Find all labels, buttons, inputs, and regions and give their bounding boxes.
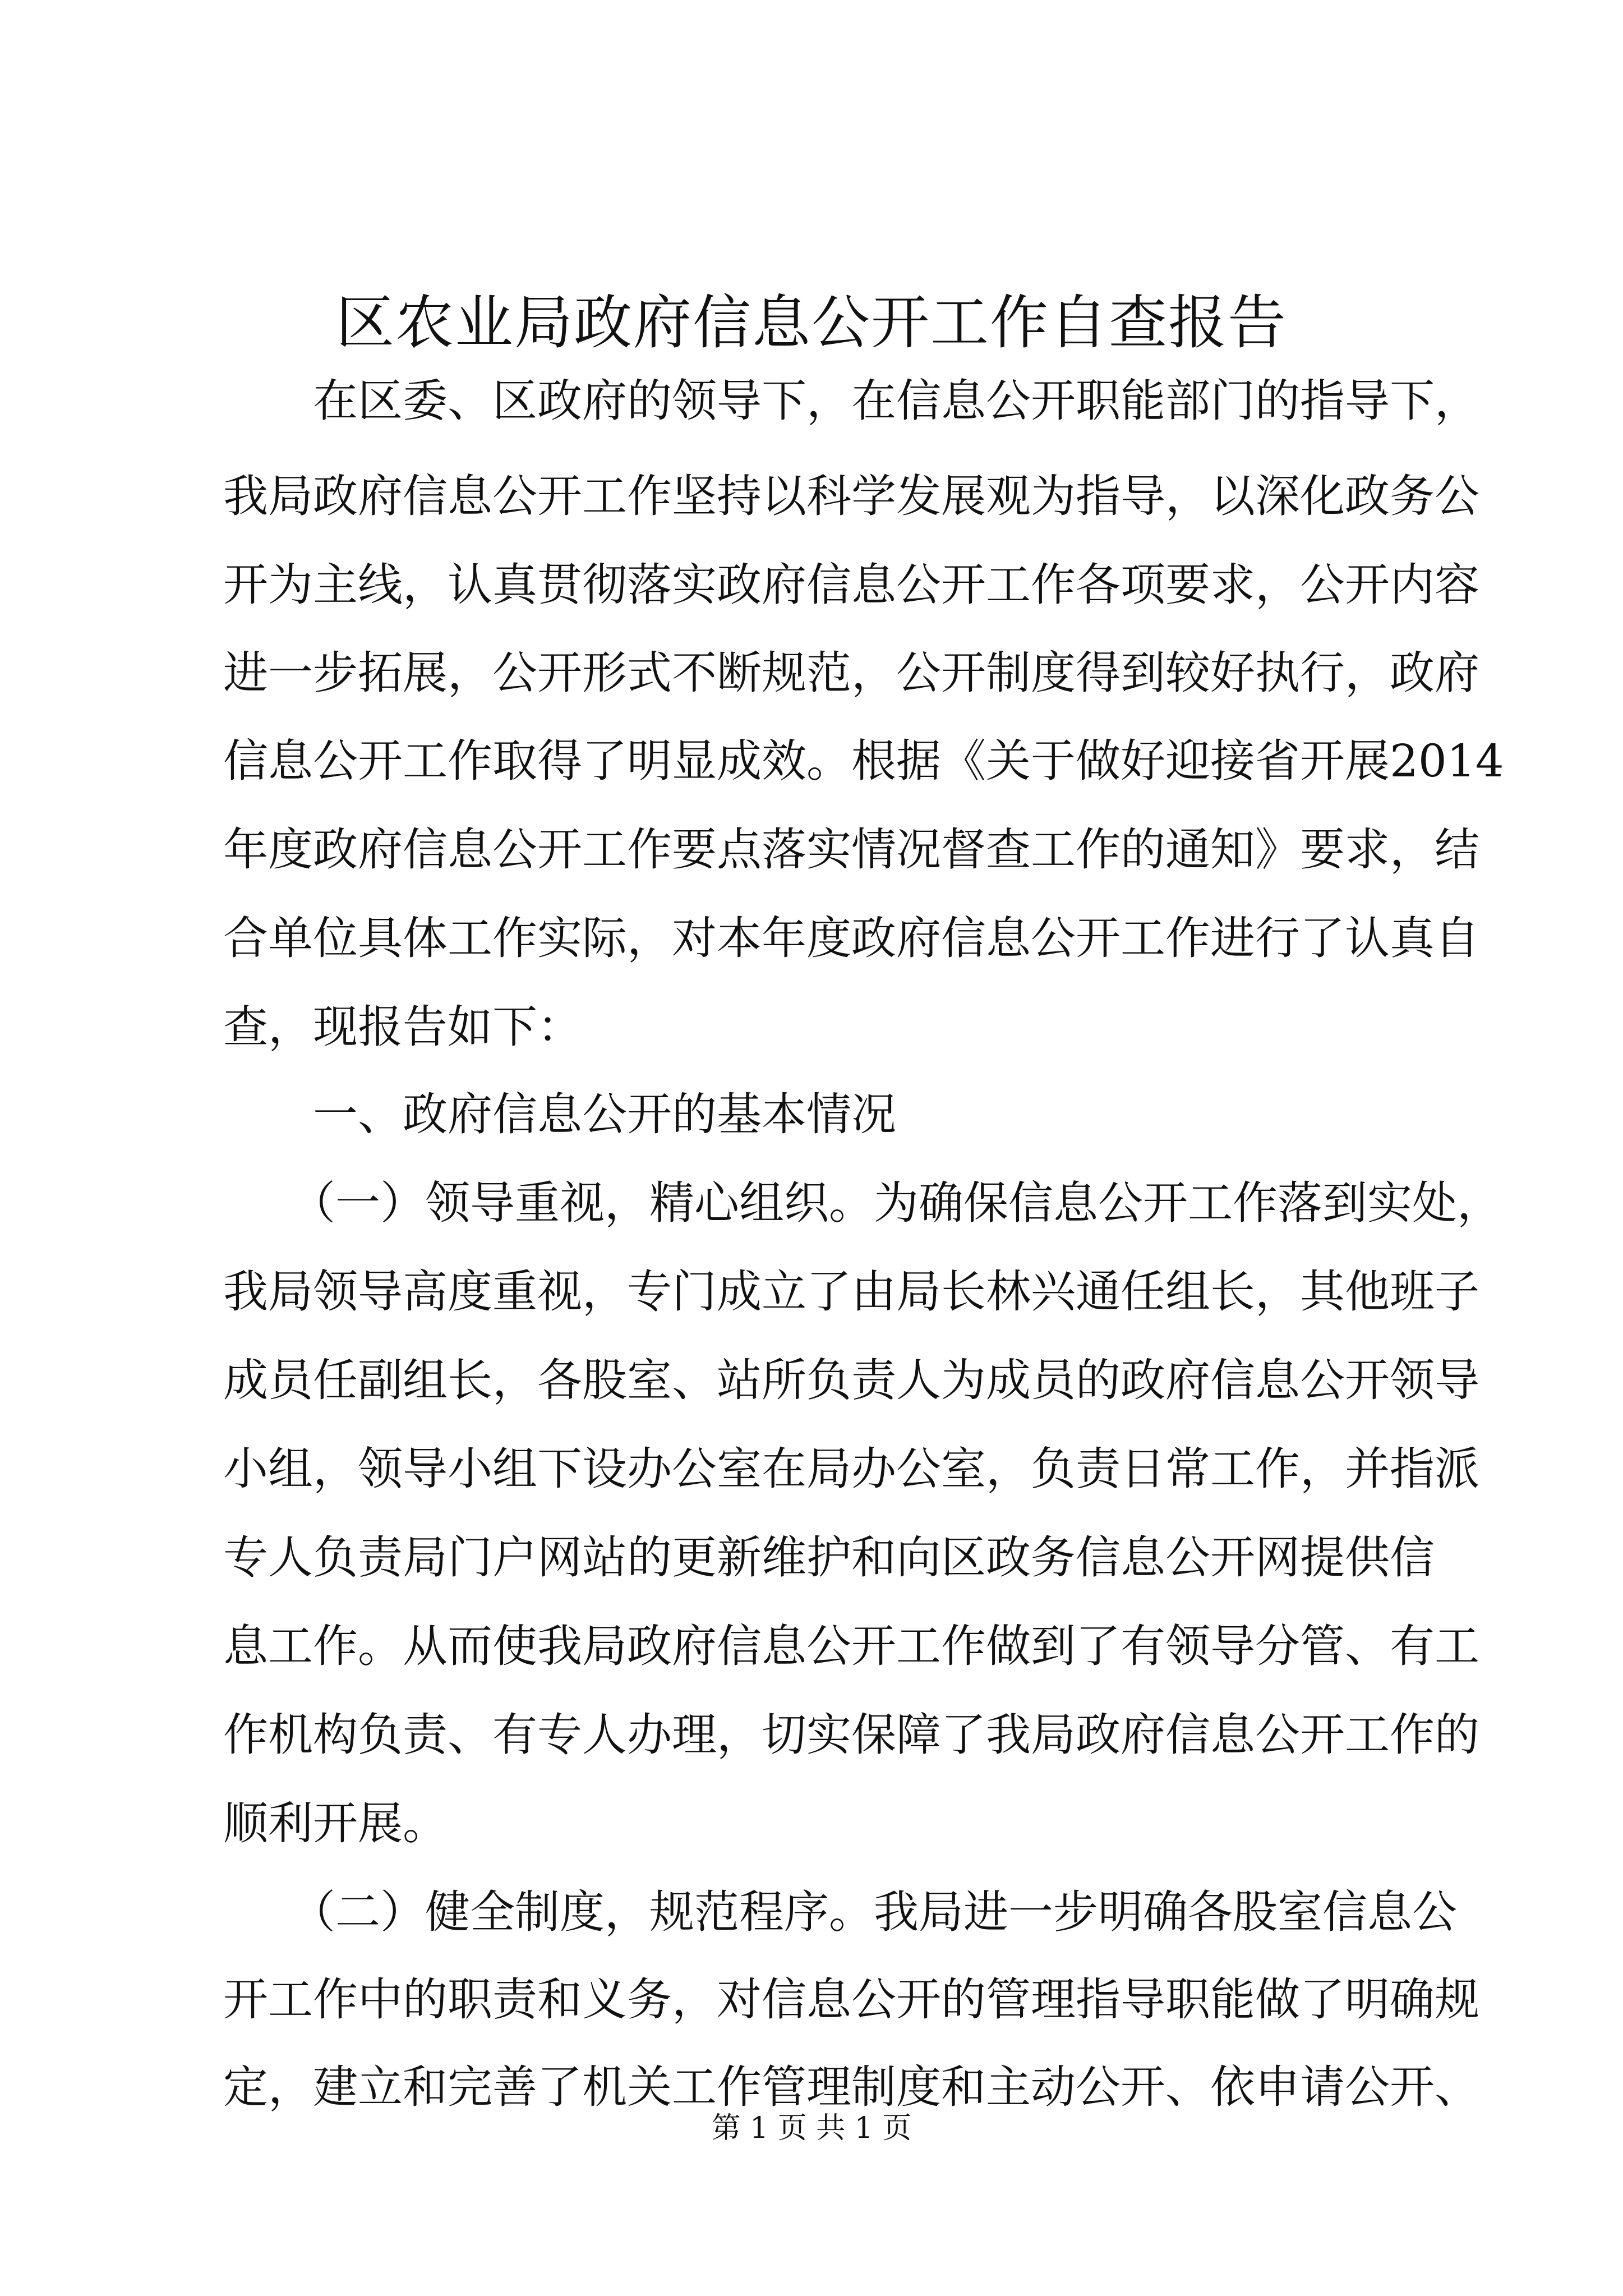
body-line: 专人负责局门户网站的更新维护和向区政务信息公开网提供信 [223, 1531, 1435, 1584]
body-line: 定，建立和完善了机关工作管理制度和主动公开、依申请公开、 [223, 2061, 1479, 2113]
body-line: 息工作。从而使我局政府信息公开工作做到了有领导分管、有工 [223, 1620, 1479, 1672]
document-title: 区农业局政府信息公开工作自查报告 [335, 288, 1287, 357]
body-line: （二）健全制度，规范程序。我局进一步明确各股室信息公 [223, 1886, 1457, 1938]
body-line: 合单位具体工作实际，对本年度政府信息公开工作进行了认真自 [223, 912, 1479, 964]
section-heading: 一、政府信息公开的基本情况 [223, 1088, 896, 1140]
body-line: 进一步拓展，公开形式不断规范，公开制度得到较好执行，政府 [223, 647, 1479, 699]
body-line: （一）领导重视，精心组织。为确保信息公开工作落到实处， [223, 1177, 1502, 1229]
body-line: 顺利开展。 [223, 1797, 448, 1849]
body-line: 成员任副组长，各股室、站所负责人为成员的政府信息公开领导 [223, 1354, 1479, 1406]
body-line: 查，现报告如下： [223, 1001, 582, 1053]
body-line: 年度政府信息公开工作要点落实情况督查工作的通知》要求，结 [223, 823, 1479, 876]
body-line: 信息公开工作取得了明显成效。根据《关于做好迎接省开展2014 [223, 735, 1504, 787]
body-line: 开工作中的职责和义务，对信息公开的管理指导职能做了明确规 [223, 1973, 1479, 2026]
body-line: 小组，领导小组下设办公室在局办公室，负责日常工作，并指派 [223, 1443, 1479, 1495]
body-line: 我局政府信息公开工作坚持以科学发展观为指导，以深化政务公 [223, 470, 1479, 522]
body-line: 作机构负责、有专人办理，切实保障了我局政府信息公开工作的 [223, 1709, 1479, 1761]
body-line: 我局领导高度重视，专门成立了由局长林兴通任组长，其他班子 [223, 1266, 1479, 1318]
body-line: 开为主线，认真贯彻落实政府信息公开工作各项要求，公开内容 [223, 559, 1479, 611]
page-number-footer: 第 1 页 共 1 页 [711, 2111, 912, 2145]
body-line: 在区委、区政府的领导下，在信息公开职能部门的指导下， [223, 375, 1479, 427]
